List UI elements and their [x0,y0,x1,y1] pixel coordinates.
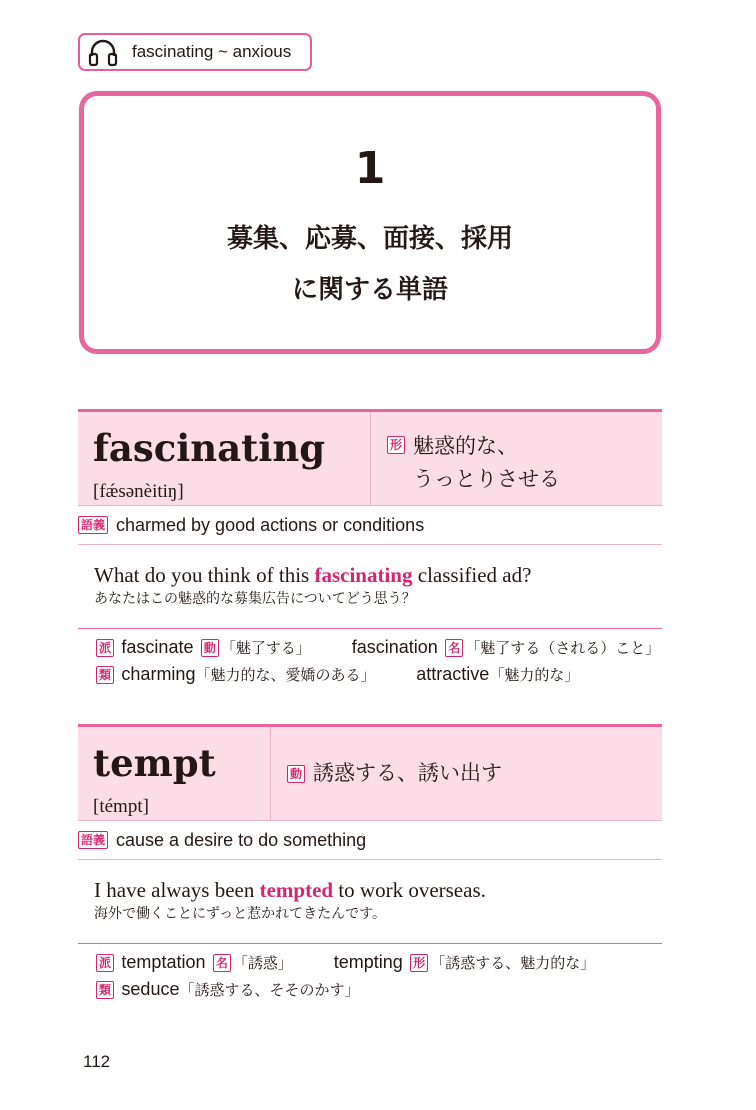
synonym-badge: 類 [96,666,114,684]
related-words [78,944,662,1003]
vocab-entry-tempt [78,724,662,1003]
synonym-word: attractive [416,664,490,684]
definition-row [78,821,662,860]
meaning-line1: 魅惑的な、 [413,434,519,458]
derived-pos-badge: 名 [213,954,231,972]
chapter-title-box [79,91,661,354]
chapter-title [84,214,656,316]
definition-row [78,506,662,545]
definition-badge: 語義 [78,516,108,534]
headword: fascinating [93,426,326,470]
derived-meaning: 「誘惑」 [232,954,293,972]
synonym-line [94,976,662,1003]
pos-badge: 動 [287,765,305,783]
synonym-line [94,661,662,688]
chapter-title-line1: 募集、応募、面接、採用 [226,224,513,254]
derived-word: fascination [351,637,438,657]
derived-word: tempting [333,952,403,972]
derived-pos-badge: 形 [410,954,428,972]
definition-text: cause a desire to do something [116,829,367,850]
entry-header [78,409,662,506]
synonym-meaning: 「魅力的な」 [489,666,580,684]
example-en-part: I have always been [94,878,260,902]
derived-pos-badge: 名 [445,639,463,657]
audio-track-label: fascinating ~ anxious [132,42,292,61]
definition-text: charmed by good actions or conditions [116,514,425,535]
example-highlight: tempted [259,878,334,902]
meaning [413,430,560,496]
derived-word: fascinate [121,637,194,657]
derived-badge: 派 [96,954,114,972]
derived-line [94,949,662,976]
example-block [78,545,662,629]
example-en [94,561,662,589]
synonym-badge: 類 [96,981,114,999]
pos-badge: 形 [387,436,405,454]
pronunciation: [fǽsənèitiŋ] [93,481,184,502]
entry-header [78,724,662,821]
definition-badge: 語義 [78,831,108,849]
derived-meaning: 「誘惑する、魅力的な」 [430,954,596,972]
headword: tempt [93,741,216,785]
derived-word: temptation [121,952,206,972]
derived-meaning: 「魅了する」 [220,639,311,657]
word-cell [78,727,271,820]
synonym-word: charming [121,664,196,684]
word-cell [78,412,371,505]
example-en-part: classified ad? [412,563,532,587]
meaning: 誘惑する、誘い出す [313,761,503,785]
example-en-part: to work overseas. [333,878,486,902]
vocab-entry-fascinating [78,409,662,688]
chapter-number: 1 [354,143,386,194]
example-en-part: What do you think of this [94,563,315,587]
meaning-cell [271,727,502,820]
headphones-icon [88,38,118,66]
derived-meaning: 「魅了する（される）こと」 [465,639,661,657]
synonym-meaning: 「魅力的な、愛嬌のある」 [195,666,376,684]
derived-line [94,634,662,661]
synonym-meaning: 「誘惑する、そそのかす」 [179,981,360,999]
synonym-word: seduce [121,979,180,999]
chapter-title-line2: に関する単語 [291,275,448,305]
related-words [78,629,662,688]
derived-pos-badge: 動 [201,639,219,657]
pronunciation: [témpt] [93,796,149,817]
derived-badge: 派 [96,639,114,657]
example-en [94,876,662,904]
page-number: 112 [83,1052,111,1071]
example-highlight: fascinating [314,563,413,587]
meaning-line2: うっとりさせる [413,467,561,491]
meaning-cell [371,412,560,505]
example-jp: 海外で働くことにずっと惹かれてきたんです。 [94,906,387,922]
audio-track-tag[interactable] [78,33,312,71]
example-block [78,860,662,944]
example-jp: あなたはこの魅惑的な募集広告についてどう思う？ [94,591,416,607]
